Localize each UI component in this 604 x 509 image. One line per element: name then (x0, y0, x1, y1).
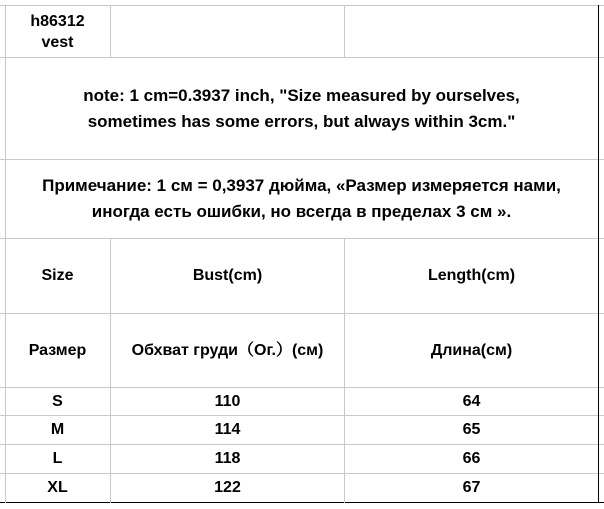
note-russian (5, 160, 598, 238)
table-row-length: 64 (462, 392, 481, 410)
column-header-bust-ru: Обхват груди（Ог.）(см) (131, 341, 324, 359)
table-row-length: 66 (462, 450, 481, 467)
column-header-length-ru: Длина(см) (430, 341, 513, 359)
table-row-bust: 122 (214, 479, 241, 496)
note-russian-line2: иногда есть ошибки, но всегда в пределах 3 см ». (91, 202, 512, 221)
note-english-line1: note: 1 cm=0.3937 inch, "Size measured by ourselves, (83, 85, 520, 105)
note-russian-line1: Примечание: 1 см = 0,3937 дюйма, «Размер измеряется нами, (42, 176, 561, 195)
table-row-length: 65 (462, 421, 481, 438)
table-row-length: 67 (462, 479, 481, 496)
column-header-length: Length(cm) (427, 267, 516, 284)
table-row-size: M (50, 421, 65, 438)
grid-line (598, 5, 599, 503)
table-row-bust: 110 (214, 392, 241, 410)
column-header-bust: Bust(cm) (192, 267, 263, 284)
note-english (5, 58, 598, 159)
table-row-size: S (52, 392, 63, 410)
product-code: h86312 (30, 12, 85, 30)
note-english-line2: sometimes has some errors, but always within 3cm." (87, 111, 516, 131)
table-row-size: L (52, 450, 63, 467)
table-row-bust: 114 (214, 421, 241, 438)
table-row-bust: 118 (214, 450, 241, 467)
column-header-size: Size (41, 267, 74, 284)
grid-line (110, 5, 111, 57)
grid-line (0, 502, 604, 503)
grid-line (344, 5, 345, 57)
product-type: vest (41, 33, 74, 51)
product-header-cell (5, 6, 110, 57)
column-header-size-ru: Размер (28, 341, 87, 359)
table-row-size: XL (47, 479, 68, 496)
